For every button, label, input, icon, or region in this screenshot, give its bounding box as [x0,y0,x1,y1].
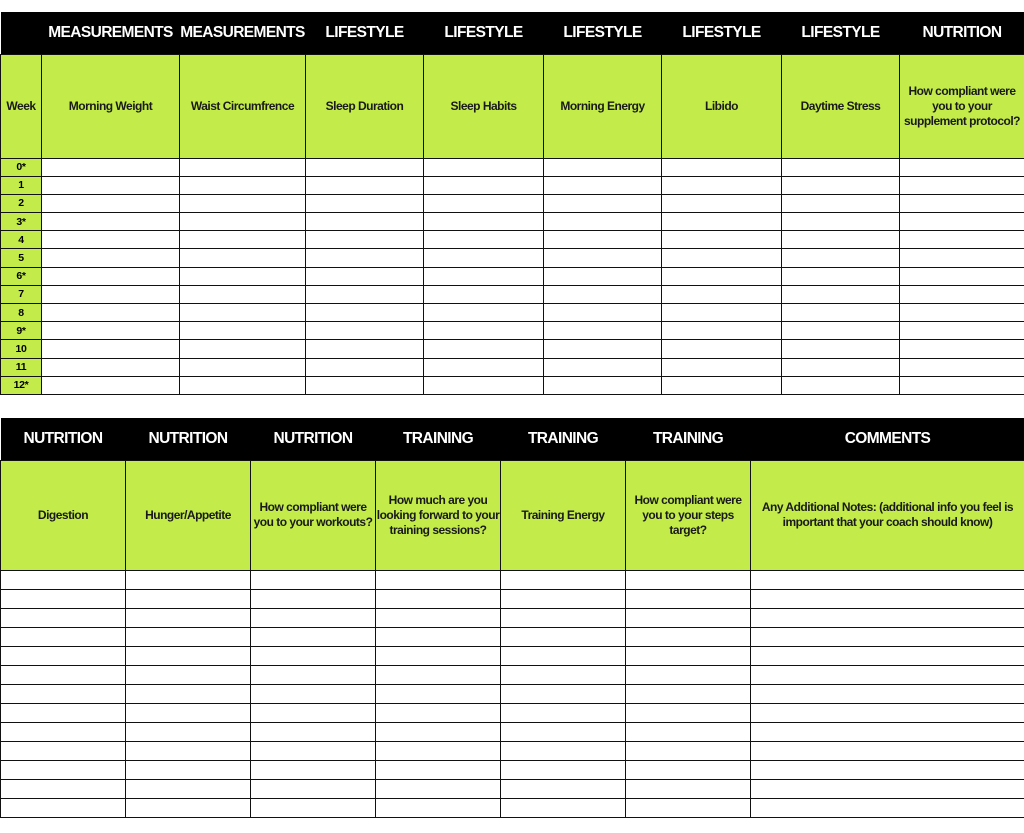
entry-cell[interactable] [251,627,376,646]
entry-cell[interactable] [501,665,626,684]
entry-cell[interactable] [626,722,751,741]
entry-cell[interactable] [544,176,662,194]
entry-row [1,684,1024,703]
entry-cell[interactable] [1,570,126,589]
entry-cell[interactable] [751,684,1024,703]
entry-cell[interactable] [900,213,1024,231]
entry-cell[interactable] [126,722,251,741]
header-morning-weight: Morning Weight [42,54,180,158]
entry-cell[interactable] [544,158,662,176]
entry-cell[interactable] [42,213,180,231]
entry-cell[interactable] [626,570,751,589]
entry-cell[interactable] [126,665,251,684]
category-nutrition: NUTRITION [126,418,251,460]
entry-cell[interactable] [1,646,126,665]
entry-row [1,627,1024,646]
entry-cell[interactable] [424,285,544,303]
weekly-checkin-table-bottom [0,418,1024,818]
entry-cell[interactable] [42,322,180,340]
entry-cell[interactable] [424,158,544,176]
entry-cell[interactable] [376,589,501,608]
entry-cell[interactable] [662,249,782,267]
entry-cell[interactable] [251,798,376,817]
entry-cell[interactable] [501,741,626,760]
entry-cell[interactable] [501,589,626,608]
entry-cell[interactable] [376,684,501,703]
entry-cell[interactable] [180,285,306,303]
entry-cell[interactable] [751,741,1024,760]
entry-cell[interactable] [424,322,544,340]
entry-row [1,570,1024,589]
entry-cell[interactable] [751,798,1024,817]
entry-cell[interactable] [900,231,1024,249]
entry-cell[interactable] [751,722,1024,741]
entry-cell[interactable] [180,304,306,322]
entry-cell[interactable] [751,779,1024,798]
entry-cell[interactable] [900,176,1024,194]
week-number: 9* [1,322,42,340]
entry-cell[interactable] [376,608,501,627]
category-training: TRAINING [501,418,626,460]
entry-cell[interactable] [424,304,544,322]
entry-cell[interactable] [544,376,662,394]
category-measurements: MEASUREMENTS [180,12,306,54]
entry-cell[interactable] [251,665,376,684]
entry-cell[interactable] [126,627,251,646]
entry-cell[interactable] [251,722,376,741]
entry-cell[interactable] [126,741,251,760]
entry-cell[interactable] [544,322,662,340]
entry-cell[interactable] [662,376,782,394]
entry-cell[interactable] [180,358,306,376]
entry-cell[interactable] [501,779,626,798]
entry-cell[interactable] [751,760,1024,779]
entry-cell[interactable] [251,703,376,722]
week-number: 5 [1,249,42,267]
entry-cell[interactable] [126,608,251,627]
entry-cell[interactable] [424,249,544,267]
entry-cell[interactable] [180,213,306,231]
week-number: 10 [1,340,42,358]
week-number: 3* [1,213,42,231]
week-number: 4 [1,231,42,249]
header-libido: Libido [662,54,782,158]
entry-cell[interactable] [306,213,424,231]
entry-cell[interactable] [626,665,751,684]
category-blank [1,12,42,54]
week-row [1,358,1024,376]
week-row [1,376,1024,394]
entry-cell[interactable] [751,646,1024,665]
header-daytime-stress: Daytime Stress [782,54,900,158]
category-lifestyle: LIFESTYLE [424,12,544,54]
entry-cell[interactable] [180,231,306,249]
entry-cell[interactable] [544,304,662,322]
entry-cell[interactable] [751,703,1024,722]
week-number: 1 [1,176,42,194]
header-workout-compliance: How compliant were you to your workouts? [251,460,376,570]
entry-cell[interactable] [376,703,501,722]
entry-cell[interactable] [626,741,751,760]
entry-row [1,741,1024,760]
entry-cell[interactable] [900,322,1024,340]
entry-cell[interactable] [782,213,900,231]
entry-cell[interactable] [662,231,782,249]
week-number: 0* [1,158,42,176]
entry-cell[interactable] [544,249,662,267]
entry-cell[interactable] [662,213,782,231]
entry-cell[interactable] [126,570,251,589]
entry-cell[interactable] [42,376,180,394]
entry-cell[interactable] [626,760,751,779]
category-lifestyle: LIFESTYLE [662,12,782,54]
entry-cell[interactable] [251,760,376,779]
category-nutrition: NUTRITION [1,418,126,460]
entry-cell[interactable] [1,741,126,760]
entry-cell[interactable] [42,358,180,376]
entry-cell[interactable] [1,798,126,817]
entry-cell[interactable] [662,322,782,340]
entry-cell[interactable] [501,646,626,665]
category-training: TRAINING [376,418,501,460]
entry-cell[interactable] [1,627,126,646]
entry-cell[interactable] [180,267,306,285]
entry-row [1,779,1024,798]
entry-cell[interactable] [251,646,376,665]
category-nutrition: NUTRITION [900,12,1024,54]
entry-cell[interactable] [544,194,662,212]
entry-cell[interactable] [376,646,501,665]
entry-row [1,646,1024,665]
week-row [1,194,1024,212]
entry-cell[interactable] [662,358,782,376]
entry-cell[interactable] [1,608,126,627]
entry-cell[interactable] [376,627,501,646]
entry-cell[interactable] [626,589,751,608]
entry-cell[interactable] [251,684,376,703]
entry-cell[interactable] [42,267,180,285]
week-number: 11 [1,358,42,376]
entry-cell[interactable] [42,158,180,176]
entry-cell[interactable] [782,176,900,194]
entry-cell[interactable] [1,703,126,722]
entry-cell[interactable] [1,665,126,684]
entry-cell[interactable] [251,741,376,760]
entry-cell[interactable] [42,231,180,249]
entry-cell[interactable] [544,231,662,249]
entry-cell[interactable] [501,608,626,627]
entry-cell[interactable] [501,798,626,817]
entry-cell[interactable] [306,194,424,212]
header-sleep-habits: Sleep Habits [424,54,544,158]
entry-cell[interactable] [180,194,306,212]
entry-cell[interactable] [376,665,501,684]
entry-cell[interactable] [782,322,900,340]
entry-cell[interactable] [900,267,1024,285]
entry-cell[interactable] [626,627,751,646]
entry-cell[interactable] [180,340,306,358]
entry-cell[interactable] [251,608,376,627]
header-hunger-appetite: Hunger/Appetite [126,460,251,570]
entry-cell[interactable] [900,285,1024,303]
entry-cell[interactable] [42,194,180,212]
entry-cell[interactable] [662,158,782,176]
entry-cell[interactable] [126,779,251,798]
entry-cell[interactable] [900,249,1024,267]
entry-cell[interactable] [376,798,501,817]
header-steps-compliance: How compliant were you to your steps target? [626,460,751,570]
entry-cell[interactable] [544,358,662,376]
entry-cell[interactable] [424,376,544,394]
entry-cell[interactable] [42,304,180,322]
entry-cell[interactable] [626,703,751,722]
entry-cell[interactable] [306,158,424,176]
entry-cell[interactable] [306,358,424,376]
entry-cell[interactable] [662,194,782,212]
category-training: TRAINING [626,418,751,460]
week-row [1,285,1024,303]
entry-cell[interactable] [424,340,544,358]
entry-cell[interactable] [306,267,424,285]
entry-cell[interactable] [306,176,424,194]
entry-row [1,760,1024,779]
entry-cell[interactable] [306,231,424,249]
week-row [1,267,1024,285]
week-row [1,304,1024,322]
category-nutrition: NUTRITION [251,418,376,460]
entry-cell[interactable] [900,358,1024,376]
entry-cell[interactable] [376,570,501,589]
header-row [1,54,1024,158]
entry-cell[interactable] [306,340,424,358]
entry-cell[interactable] [376,779,501,798]
header-waist-circumference: Waist Circumfrence [180,54,306,158]
entry-cell[interactable] [424,194,544,212]
entry-row [1,589,1024,608]
entry-cell[interactable] [501,684,626,703]
week-row [1,322,1024,340]
entry-cell[interactable] [900,340,1024,358]
entry-cell[interactable] [180,376,306,394]
category-lifestyle: LIFESTYLE [544,12,662,54]
entry-cell[interactable] [251,589,376,608]
header-training-anticipation: How much are you looking forward to your training sessions? [376,460,501,570]
week-number: 12* [1,376,42,394]
entry-cell[interactable] [662,267,782,285]
entry-cell[interactable] [782,376,900,394]
entry-cell[interactable] [782,249,900,267]
entry-cell[interactable] [180,322,306,340]
entry-cell[interactable] [900,158,1024,176]
entry-cell[interactable] [501,722,626,741]
entry-cell[interactable] [501,703,626,722]
header-supplement-compliance: How compliant were you to your supplement protocol? [900,54,1024,158]
entry-cell[interactable] [782,194,900,212]
entry-row [1,608,1024,627]
entry-cell[interactable] [306,376,424,394]
entry-cell[interactable] [376,760,501,779]
entry-cell[interactable] [306,249,424,267]
entry-cell[interactable] [782,285,900,303]
entry-cell[interactable] [306,304,424,322]
week-number: 7 [1,285,42,303]
header-morning-energy: Morning Energy [544,54,662,158]
entry-cell[interactable] [424,231,544,249]
entry-cell[interactable] [751,627,1024,646]
entry-cell[interactable] [900,194,1024,212]
entry-cell[interactable] [501,570,626,589]
entry-cell[interactable] [662,176,782,194]
entry-cell[interactable] [662,304,782,322]
entry-cell[interactable] [501,760,626,779]
entry-cell[interactable] [501,627,626,646]
entry-cell[interactable] [126,684,251,703]
week-number: 8 [1,304,42,322]
entry-cell[interactable] [126,760,251,779]
category-lifestyle: LIFESTYLE [306,12,424,54]
category-measurements: MEASUREMENTS [42,12,180,54]
entry-cell[interactable] [42,176,180,194]
entry-cell[interactable] [751,665,1024,684]
entry-cell[interactable] [626,646,751,665]
entry-cell[interactable] [782,340,900,358]
week-row [1,176,1024,194]
entry-cell[interactable] [424,267,544,285]
entry-cell[interactable] [544,213,662,231]
entry-cell[interactable] [544,285,662,303]
entry-cell[interactable] [782,231,900,249]
week-number: 6* [1,267,42,285]
entry-cell[interactable] [376,722,501,741]
entry-cell[interactable] [126,646,251,665]
entry-cell[interactable] [1,589,126,608]
header-sleep-duration: Sleep Duration [306,54,424,158]
entry-row [1,703,1024,722]
entry-cell[interactable] [782,304,900,322]
entry-cell[interactable] [424,213,544,231]
entry-cell[interactable] [180,158,306,176]
entry-cell[interactable] [424,176,544,194]
entry-cell[interactable] [180,249,306,267]
header-training-energy: Training Energy [501,460,626,570]
category-lifestyle: LIFESTYLE [782,12,900,54]
entry-cell[interactable] [782,158,900,176]
entry-cell[interactable] [626,779,751,798]
week-number: 2 [1,194,42,212]
entry-cell[interactable] [751,570,1024,589]
header-additional-notes: Any Additional Notes: (additional info you feel is important that your coach should know) [751,460,1024,570]
week-row [1,231,1024,249]
entry-cell[interactable] [782,358,900,376]
entry-row [1,798,1024,817]
entry-cell[interactable] [251,570,376,589]
entry-row [1,722,1024,741]
week-row [1,340,1024,358]
week-row [1,158,1024,176]
entry-cell[interactable] [662,340,782,358]
entry-cell[interactable] [544,340,662,358]
entry-cell[interactable] [126,703,251,722]
entry-cell[interactable] [751,589,1024,608]
entry-row [1,665,1024,684]
entry-cell[interactable] [376,741,501,760]
entry-cell[interactable] [900,376,1024,394]
entry-cell[interactable] [306,285,424,303]
weekly-checkin-table-top [0,12,1024,395]
entry-cell[interactable] [424,358,544,376]
week-row [1,249,1024,267]
entry-cell[interactable] [544,267,662,285]
entry-cell[interactable] [662,285,782,303]
entry-cell[interactable] [126,589,251,608]
entry-cell[interactable] [251,779,376,798]
entry-cell[interactable] [900,304,1024,322]
category-row [1,12,1024,54]
entry-cell[interactable] [1,722,126,741]
entry-cell[interactable] [42,249,180,267]
entry-cell[interactable] [1,760,126,779]
week-row [1,213,1024,231]
category-row [1,418,1024,460]
entry-cell[interactable] [42,340,180,358]
entry-cell[interactable] [626,798,751,817]
entry-cell[interactable] [751,608,1024,627]
header-digestion: Digestion [1,460,126,570]
entry-cell[interactable] [180,176,306,194]
entry-cell[interactable] [1,779,126,798]
header-week: Week [1,54,42,158]
entry-cell[interactable] [42,285,180,303]
header-row [1,460,1024,570]
entry-cell[interactable] [1,684,126,703]
entry-cell[interactable] [626,684,751,703]
entry-cell[interactable] [126,798,251,817]
entry-cell[interactable] [626,608,751,627]
entry-cell[interactable] [306,322,424,340]
category-comments: COMMENTS [751,418,1024,460]
entry-cell[interactable] [782,267,900,285]
